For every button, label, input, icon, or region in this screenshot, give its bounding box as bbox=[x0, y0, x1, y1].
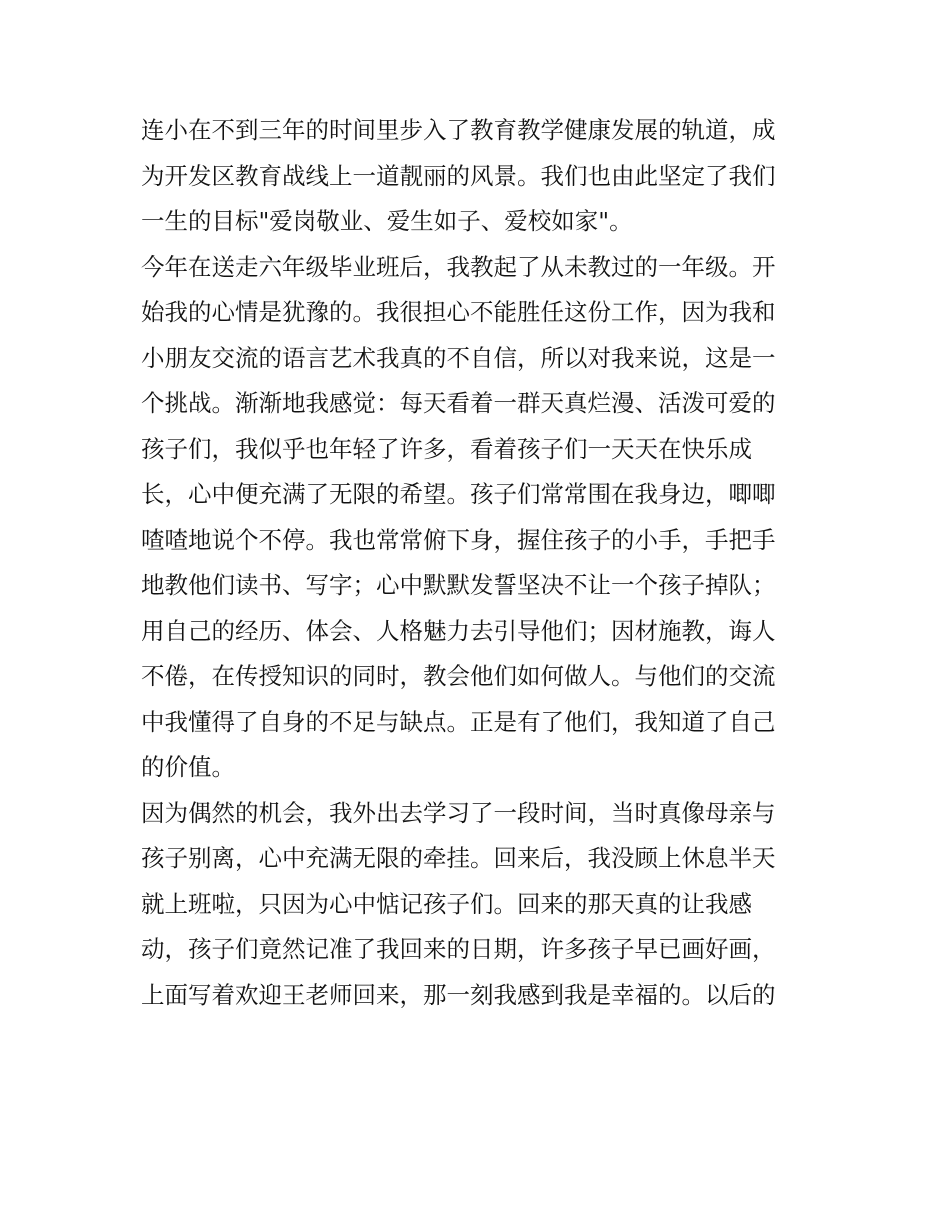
text-line: 上面写着欢迎王老师回来，那一刻我感到我是幸福的。以后的 bbox=[141, 980, 776, 1009]
text-line: 就上班啦，只因为心中惦记孩子们。回来的那天真的让我感 bbox=[141, 889, 752, 918]
text-line: 个挑战。渐渐地我感觉：每天看着一群天真烂漫、活泼可爱的 bbox=[141, 389, 776, 417]
text-line: 用自己的经历、体会、人格魅力去引导他们；因材施教，诲人 bbox=[141, 616, 776, 645]
text-line: 为开发区教育战线上一道靓丽的风景。我们也由此坚定了我们 bbox=[141, 161, 776, 190]
text-line: 不倦，在传授知识的同时，教会他们如何做人。与他们的交流 bbox=[141, 662, 776, 690]
text-line: 孩子别离，心中充满无限的牵挂。回来后，我没顾上休息半天 bbox=[141, 844, 776, 872]
text-line: 孩子们，我似乎也年轻了许多，看着孩子们一天天在快乐成 bbox=[141, 434, 752, 463]
body-text bbox=[141, 108, 821, 1018]
text-line: 因为偶然的机会，我外出去学习了一段时间，当时真像母亲与 bbox=[141, 798, 776, 827]
text-line: 动，孩子们竟然记准了我回来的日期，许多孩子早已画好画， bbox=[141, 935, 776, 963]
text-line: 连小在不到三年的时间里步入了教育教学健康发展的轨道，成 bbox=[141, 116, 776, 144]
text-line: 地教他们读书、写字；心中默默发誓坚决不让一个孩子掉队； bbox=[141, 571, 776, 599]
text-line: 一生的目标"爱岗敬业、爱生如子、爱校如家"。 bbox=[141, 207, 633, 235]
text-line: 小朋友交流的语言艺术我真的不自信，所以对我来说，这是一 bbox=[141, 343, 776, 372]
text-line: 今年在送走六年级毕业班后，我教起了从未教过的一年级。开 bbox=[141, 252, 776, 281]
text-line: 中我懂得了自身的不足与缺点。正是有了他们，我知道了自己 bbox=[141, 707, 776, 736]
text-line: 喳喳地说个不停。我也常常俯下身，握住孩子的小手，手把手 bbox=[141, 525, 776, 554]
text-line: 长，心中便充满了无限的希望。孩子们常常围在我身边，唧唧 bbox=[141, 480, 776, 508]
text-line: 的价值。 bbox=[141, 753, 235, 781]
text-line: 始我的心情是犹豫的。我很担心不能胜任这份工作，因为我和 bbox=[141, 298, 776, 326]
